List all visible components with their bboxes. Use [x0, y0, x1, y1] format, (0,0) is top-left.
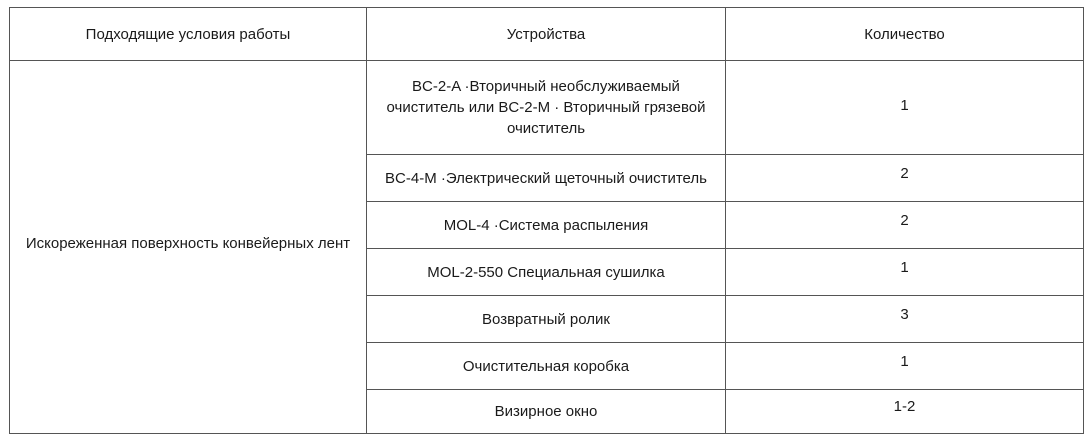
table-header-row — [10, 8, 1084, 61]
condition-text: Искореженная поверхность конвейерных лент — [25, 234, 351, 252]
quantity-value: 1 — [900, 97, 909, 114]
quantity-value: 2 — [900, 164, 909, 182]
device-cell: Визирное окно — [367, 390, 726, 434]
condition-cell — [10, 61, 367, 434]
header-devices: Устройства — [367, 8, 726, 61]
device-cell: Возвратный ролик — [367, 296, 726, 343]
header-quantity: Количество — [726, 8, 1084, 61]
quantity-cell — [726, 296, 1084, 343]
quantity-cell — [726, 390, 1084, 434]
device-cell: MOL-4 ·Система распыления — [367, 202, 726, 249]
quantity-value: 3 — [900, 305, 909, 323]
quantity-value: 1-2 — [893, 398, 916, 415]
equipment-table — [9, 7, 1084, 434]
quantity-cell — [726, 155, 1084, 202]
device-cell: BC-4-M ·Электрический щеточный очиститель — [367, 155, 726, 202]
table-row — [10, 61, 1084, 155]
header-conditions: Подходящие условия работы — [10, 8, 367, 61]
quantity-cell — [726, 202, 1084, 249]
quantity-value: 2 — [900, 211, 909, 229]
quantity-cell — [726, 61, 1084, 155]
device-cell: Очистительная коробка — [367, 343, 726, 390]
quantity-value: 1 — [900, 352, 909, 370]
quantity-cell — [726, 249, 1084, 296]
quantity-value: 1 — [900, 258, 909, 276]
device-cell: BC-2-A ·Вторичный необслуживаемый очиститель или BC-2-M · Вторичный грязевой очиститель — [367, 61, 726, 155]
device-cell: MOL-2-550 Специальная сушилка — [367, 249, 726, 296]
quantity-cell — [726, 343, 1084, 390]
